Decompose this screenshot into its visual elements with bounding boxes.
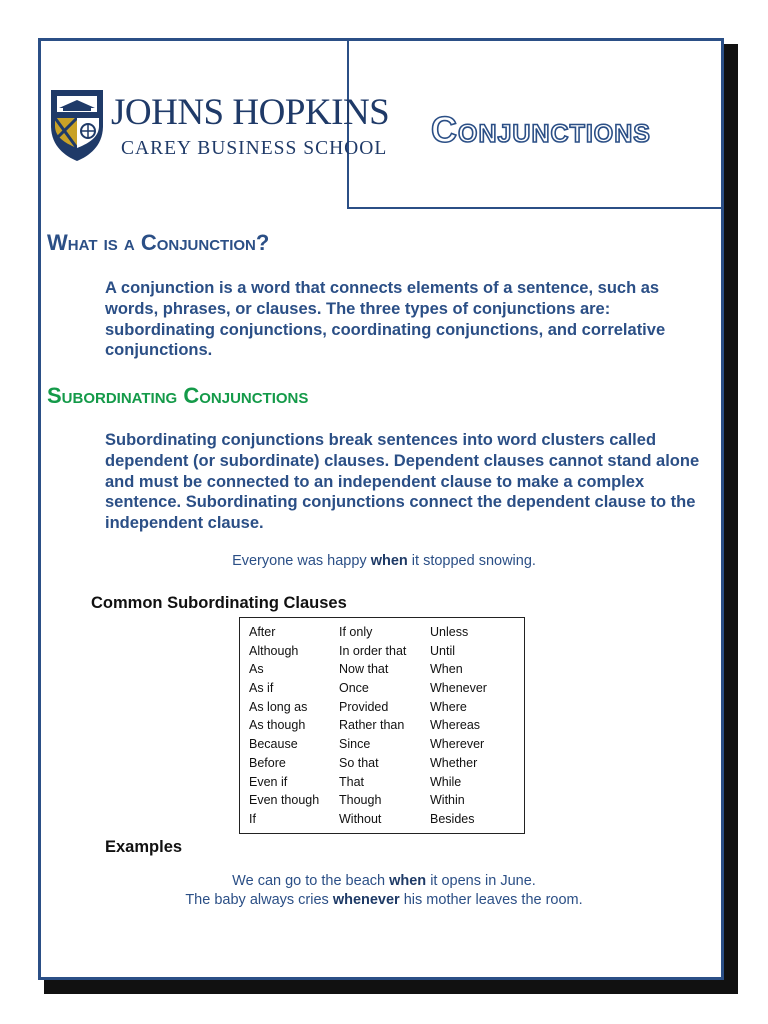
- university-logo: [49, 86, 390, 166]
- document-title: Conjunctions: [431, 109, 651, 150]
- paragraph-subordinating: Subordinating conjunctions break sentences into word clusters called dependent (or subordinate) clauses. Dependent clauses cannot stand alone and must be connected to an independent clause to make a complex sentence. Subordinating conjunctions connect the dependent clause to the independent clause.: [105, 431, 700, 533]
- word-cell: When: [430, 662, 463, 677]
- word-column-3: [430, 623, 487, 829]
- paragraph-definition: A conjunction is a word that connects elements of a sentence, such as words, phrases, or clauses. The three types of conjunctions are: subordinating conjunctions, coordinating conjunctions, and correlative conjunctions.: [105, 279, 666, 360]
- word-cell: While: [430, 774, 462, 789]
- word-column-1: [249, 623, 319, 829]
- heading-examples: Examples: [105, 838, 183, 856]
- word-cell: Where: [430, 699, 467, 714]
- word-cell: As though: [249, 718, 306, 733]
- example-text: The baby always cries: [185, 892, 333, 908]
- word-cell: That: [339, 774, 365, 789]
- word-cell: Even though: [249, 793, 320, 808]
- example-text: Everyone was happy: [232, 553, 371, 569]
- example-text: We can go to the beach: [232, 873, 390, 889]
- word-cell: As long as: [249, 699, 308, 714]
- word-cell: Whenever: [430, 681, 487, 696]
- document-page: [38, 38, 724, 980]
- word-column-2: [339, 623, 406, 829]
- word-cell: Once: [339, 681, 369, 696]
- word-cell: Even if: [249, 774, 288, 789]
- example-keyword: when: [370, 553, 408, 569]
- word-cell: Provided: [339, 699, 389, 714]
- word-cell: Because: [249, 737, 298, 752]
- word-cell: If only: [339, 625, 373, 639]
- word-cell: Now that: [339, 662, 389, 677]
- example-sentence: [41, 873, 727, 889]
- word-cell: As: [249, 662, 264, 677]
- word-cell: So that: [339, 755, 379, 770]
- word-cell: Without: [339, 811, 382, 826]
- word-cell: Rather than: [339, 718, 405, 733]
- word-cell: Besides: [430, 811, 475, 826]
- word-cell: Whether: [430, 755, 478, 770]
- example-text: his mother leaves the room.: [399, 892, 583, 908]
- header-rule: [347, 207, 721, 209]
- word-cell: Until: [430, 643, 456, 658]
- word-cell: Unless: [430, 625, 469, 639]
- word-cell: Before: [249, 755, 286, 770]
- word-cell: Although: [249, 643, 299, 658]
- word-cell: If: [249, 811, 256, 826]
- shield-icon: [49, 86, 105, 162]
- word-cell: Within: [430, 793, 465, 808]
- word-cell: Since: [339, 737, 371, 752]
- heading-subordinating: Subordinating Conjunctions: [47, 383, 309, 408]
- word-cell: Wherever: [430, 737, 485, 752]
- word-cell: As if: [249, 681, 274, 696]
- heading-common-clauses: Common Subordinating Clauses: [91, 594, 347, 612]
- word-cell: After: [249, 625, 276, 639]
- example-text: it stopped snowing.: [407, 553, 536, 569]
- word-cell: Though: [339, 793, 382, 808]
- clause-word-table: [239, 617, 525, 834]
- example-keyword: when: [389, 873, 427, 889]
- example-sentence: [41, 553, 727, 569]
- logo-school: CAREY BUSINESS SCHOOL: [121, 138, 388, 159]
- heading-what-is-conjunction: What is a Conjunction?: [47, 230, 270, 255]
- example-keyword: whenever: [332, 892, 400, 908]
- word-cell: Whereas: [430, 718, 481, 733]
- example-text: it opens in June.: [426, 873, 536, 889]
- example-sentence: [41, 892, 727, 908]
- word-cell: In order that: [339, 643, 407, 658]
- logo-name: JOHNS HOPKINS: [111, 92, 390, 133]
